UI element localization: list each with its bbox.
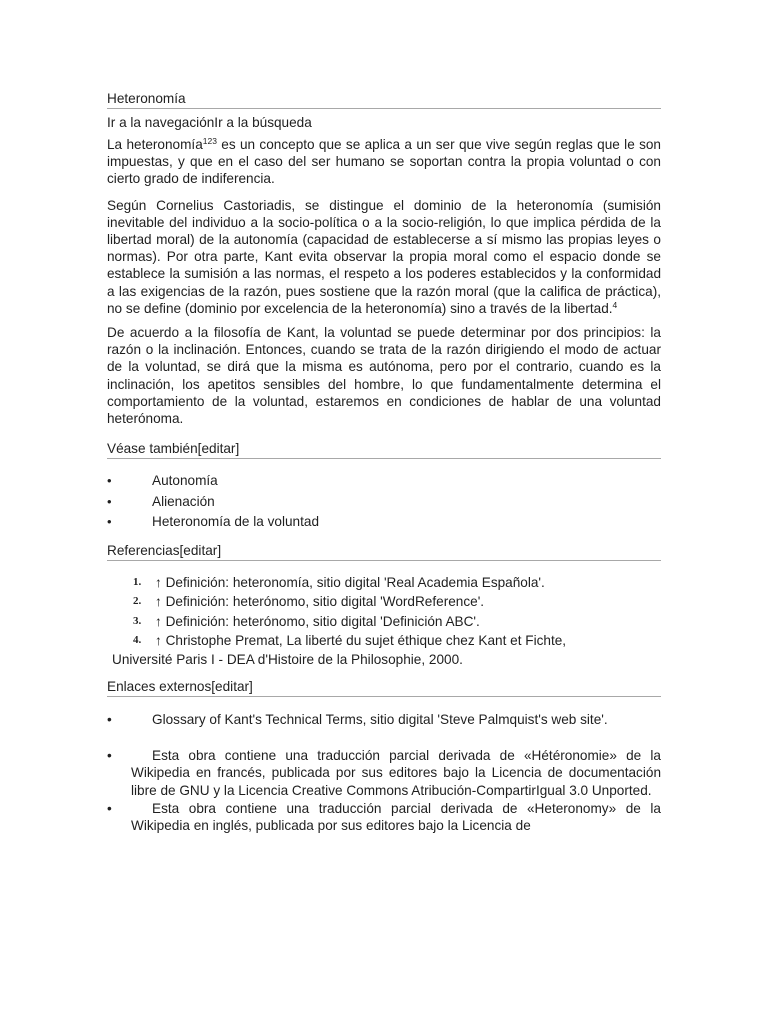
p2-text: Según Cornelius Castoriadis, se distingue el dominio de la heteronomía (sumisión inevitable del individuo a la socio-política o a la socio-religión, lo que implica pérdida de la libertad moral) de la autonomía (capacidad de establecerse a sí mismo las propias leyes o normas). Por otra parte, Kant evita observar la propia moral como el espacio donde se establece la sumisión a las normas, el respeto a los poderes establecidos y la conformidad a las exigencias de la razón, pues sostiene que la razón moral (que la califica de práctica), no se define (dominio por excelencia de la heteronomía) sino a través de la libertad. (107, 197, 661, 316)
see-also-heading: Véase también[editar] (107, 440, 661, 459)
external-link-item (107, 800, 661, 835)
intro-paragraph-1 (107, 136, 661, 188)
external-link-item (107, 747, 661, 800)
intro-paragraph-2 (107, 197, 661, 317)
license-text-fr[interactable]: Esta obra contiene una traducción parcial derivada de «Hétéronomie» de la Wikipedia en francés, publicada por sus editores bajo la Licencia de documentación libre de GNU y la Licencia Creative Commons Atribución-CompartirIgual 3.0 Unported. (131, 747, 661, 798)
bullet-icon: • (107, 711, 112, 727)
intro-paragraph-3: De acuerdo a la filosofía de Kant, la voluntad se puede determinar por dos principios: la razón o la inclinación. Entonces, cuando se trata de la razón dirigiendo el modo de actuar de la voluntad, se dirá que la misma es autónoma, pero por el contrario, cuando es la inclinación, los apetitos sensibles del hombre, lo que fundamentalmente determina el comportamiento de la voluntad, estaremos en condiciones de hablar de una voluntad heterónoma. (107, 325, 661, 427)
article-body (107, 90, 661, 835)
see-also-item-heteronomia-voluntad[interactable]: • Heteronomía de la voluntad (107, 512, 661, 533)
reference-text[interactable]: ↑ Definición: heteronomía, sitio digital 'Real Academia Española'. (155, 574, 545, 590)
external-link-item (107, 711, 661, 728)
reference-number: 1. (133, 575, 142, 588)
reference-number: 3. (133, 614, 142, 627)
reference-text[interactable]: ↑ Christophe Premat, La liberté du sujet éthique chez Kant et Fichte, (155, 633, 567, 649)
reference-number: 4. (133, 634, 142, 647)
page-title: Heteronomía (107, 90, 661, 109)
bullet-icon: • (107, 800, 112, 816)
references-heading: Referencias[editar] (107, 542, 661, 561)
reference-item (107, 612, 661, 632)
see-also-item-alienacion[interactable]: • Alienación (107, 492, 661, 513)
reference-number: 2. (133, 595, 142, 608)
bullet-icon: • (107, 747, 112, 763)
reference-text[interactable]: ↑ Definición: heterónomo, sitio digital 'Definición ABC'. (155, 613, 480, 629)
reference-item (107, 573, 661, 593)
external-link-text[interactable]: Glossary of Kant's Technical Terms, sitio digital 'Steve Palmquist's web site'. (152, 711, 608, 727)
nav-links[interactable]: Ir a la navegaciónIr a la búsqueda (107, 115, 312, 130)
license-text-en[interactable]: Esta obra contiene una traducción parcial derivada de «Heteronomy» de la Wikipedia en inglés, publicada por sus editores bajo la Licencia de (131, 800, 661, 834)
reference-item (107, 592, 661, 612)
see-also-item-autonomia[interactable]: • Autonomía (107, 471, 661, 492)
p1-text-start: La heteronomía (107, 137, 203, 152)
references-list (107, 573, 661, 668)
external-links-heading: Enlaces externos[editar] (107, 678, 661, 697)
reference-item (107, 631, 661, 668)
p1-text-end: es un concepto que se aplica a un ser que vive según reglas que le son impuestas, y que en el caso del ser humano se soportan contra la propia voluntad o con cierto grado de indiferencia. (107, 137, 661, 187)
external-links-list (107, 711, 661, 835)
reference-text[interactable]: ↑ Definición: heterónomo, sitio digital 'WordReference'. (155, 594, 485, 610)
see-also-list (107, 471, 661, 533)
reference-text-continuation: Université Paris I - DEA d'Histoire de la Philosophie, 2000. (112, 651, 463, 667)
footnote-ref-123[interactable]: 123 (202, 136, 217, 146)
footnote-ref-4[interactable]: 4 (612, 299, 618, 310)
